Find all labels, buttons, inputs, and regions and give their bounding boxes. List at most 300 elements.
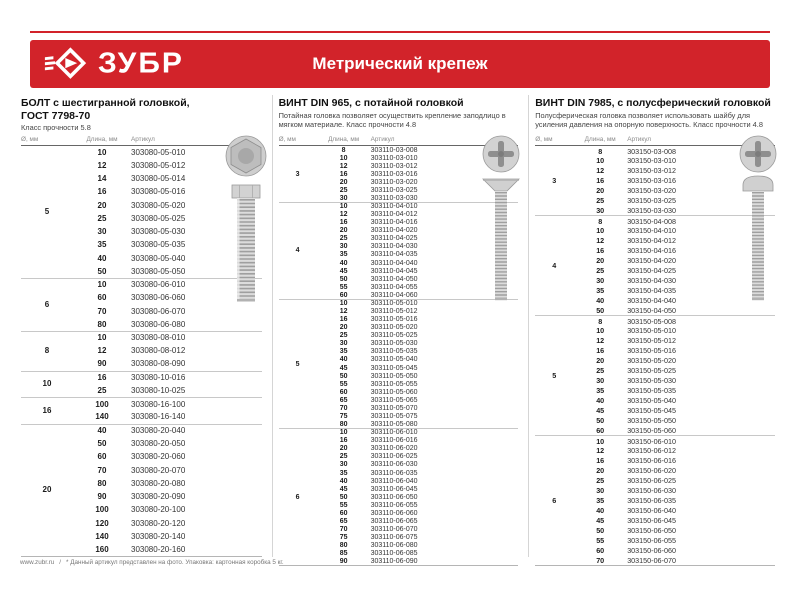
length-cell: 65	[339, 396, 348, 404]
panel-description: Полусферическая головка позволяет использовать шайбу для усиления давления на опорную поверхность. Класс прочности 4.8	[535, 110, 763, 129]
length-cell: 60	[339, 509, 348, 517]
length-cell: 30	[97, 227, 107, 237]
article-cell: 303080-20-120	[131, 518, 186, 528]
length-cell: 20	[339, 227, 348, 235]
diameter-group	[535, 316, 775, 436]
length-cell: 12	[339, 308, 348, 315]
article-cell: 303150-06-035	[627, 496, 676, 506]
diameter-cell: 6	[295, 493, 300, 501]
article-cell: 303080-06-010	[131, 280, 186, 290]
length-cell: 12	[596, 336, 605, 346]
length-cell: 10	[97, 333, 107, 343]
article-cell: 303110-05-080	[370, 420, 418, 428]
length-cell: 35	[596, 496, 605, 506]
article-cell: 303150-05-010	[627, 326, 676, 336]
length-cell: 55	[339, 501, 348, 509]
length-cell: 60	[596, 546, 605, 556]
diameter-group	[279, 299, 519, 428]
length-cell: 30	[339, 461, 348, 469]
article-cell: 303150-05-035	[627, 386, 676, 396]
article-cell: 303150-05-020	[627, 356, 676, 366]
length-cell: 60	[97, 452, 107, 462]
length-cell: 100	[95, 505, 109, 515]
length-cell: 12	[596, 236, 605, 246]
article-cell: 303110-04-012	[370, 211, 418, 219]
length-cell: 16	[596, 176, 605, 186]
article-cell: 303110-05-035	[370, 348, 418, 356]
article-cell: 303080-20-100	[131, 505, 186, 515]
length-cell: 50	[339, 275, 348, 283]
length-cell: 10	[596, 326, 605, 336]
diameter-cell: 8	[44, 346, 50, 356]
article-cell: 303110-05-065	[370, 396, 418, 404]
article-cell: 303080-06-080	[131, 319, 186, 329]
length-cell: 10	[339, 203, 348, 211]
table-row	[535, 436, 775, 446]
length-cell: 20	[339, 445, 348, 453]
article-cell: 303110-05-016	[370, 316, 418, 324]
panel-title-line2: ГОСТ 7798-70	[21, 109, 91, 122]
article-cell: 303080-05-014	[131, 174, 186, 184]
article-cell: 303110-05-045	[370, 364, 418, 372]
length-cell: 100	[95, 399, 109, 409]
article-cell: 303150-06-050	[627, 526, 676, 536]
article-cell: 303110-03-020	[370, 178, 418, 186]
length-cell: 12	[596, 446, 605, 456]
length-column-header: Длина, мм	[86, 136, 118, 143]
length-cell: 75	[339, 534, 348, 542]
article-cell: 303150-06-016	[627, 456, 676, 466]
length-cell: 16	[339, 170, 348, 178]
length-cell: 10	[596, 226, 605, 236]
length-cell: 75	[339, 413, 348, 421]
article-cell: 303110-05-075	[370, 413, 418, 421]
length-cell: 12	[339, 162, 348, 170]
length-cell: 80	[97, 478, 107, 488]
length-cell: 85	[339, 550, 348, 558]
article-cell: 303150-04-040	[627, 296, 676, 306]
length-cell: 65	[339, 518, 348, 526]
panel-description: Потайная головка позволяет осуществить крепление заподлицо в мягком материале. Класс прочности 4.8	[278, 110, 506, 129]
article-cell: 303150-06-030	[627, 486, 676, 496]
article-cell: 303080-20-090	[131, 492, 186, 502]
length-cell: 30	[339, 243, 348, 251]
page-footer	[20, 559, 284, 566]
article-cell: 303110-06-090	[370, 558, 418, 566]
length-cell: 25	[339, 332, 348, 340]
length-cell: 10	[596, 436, 605, 446]
article-cell: 303110-03-030	[370, 194, 418, 202]
diameter-group	[21, 371, 262, 398]
panel-head	[279, 97, 519, 137]
length-cell: 20	[596, 356, 605, 366]
header-banner	[30, 40, 770, 88]
length-cell: 80	[339, 542, 348, 550]
strength-class-note: Класс прочности 5.8	[21, 123, 91, 133]
diameter-group	[21, 398, 262, 425]
panel-title	[21, 97, 262, 122]
article-cell: 303080-06-070	[131, 306, 186, 316]
article-cell: 303110-06-055	[370, 501, 418, 509]
article-cell: 303150-05-025	[627, 366, 676, 376]
length-cell: 10	[339, 429, 348, 437]
length-cell: 12	[97, 160, 107, 170]
article-cell: 303150-04-025	[627, 266, 676, 276]
diameter-cell: 3	[295, 170, 300, 178]
length-cell: 40	[596, 296, 605, 306]
length-cell: 25	[97, 385, 107, 395]
article-cell: 303080-16-140	[131, 412, 186, 422]
panel-title: ВИНТ DIN 7985, с полусферический головкой	[535, 97, 771, 109]
diameter-cell: 5	[552, 371, 557, 381]
diameter-cell: 16	[42, 405, 52, 415]
article-cell: 303080-05-025	[131, 213, 186, 223]
length-cell: 20	[596, 256, 605, 266]
article-cell: 303150-04-008	[627, 216, 676, 226]
article-cell: 303150-04-020	[627, 256, 676, 266]
site-url: www.zubr.ru	[20, 559, 55, 566]
article-cell: 303110-03-008	[370, 146, 418, 154]
article-cell: 303150-04-012	[627, 236, 676, 246]
length-cell: 35	[596, 386, 605, 396]
table-row	[535, 316, 775, 326]
length-cell: 60	[596, 426, 605, 436]
length-cell: 50	[339, 372, 348, 380]
footer-separator: /	[59, 559, 62, 566]
length-cell: 40	[596, 506, 605, 516]
article-cell: 303150-04-035	[627, 286, 676, 296]
diameter-column-header: Ø, мм	[278, 136, 296, 143]
article-cell: 303150-05-016	[627, 346, 676, 356]
length-cell: 120	[95, 518, 109, 528]
length-cell: 50	[97, 266, 107, 276]
length-cell: 20	[339, 178, 348, 186]
article-cell: 303110-06-035	[370, 469, 418, 477]
article-cell: 303110-06-045	[370, 485, 418, 493]
article-cell: 303110-05-055	[370, 380, 418, 388]
length-cell: 80	[339, 420, 348, 428]
length-cell: 45	[596, 516, 605, 526]
diameter-cell: 4	[295, 247, 300, 255]
length-cell: 10	[97, 280, 107, 290]
article-cell: 303080-16-100	[131, 399, 186, 409]
length-cell: 45	[339, 267, 348, 275]
length-cell: 30	[596, 206, 605, 216]
length-cell: 40	[97, 426, 107, 436]
article-cell: 303110-03-012	[370, 162, 418, 170]
length-cell: 70	[339, 404, 348, 412]
article-cell: 303110-06-065	[370, 518, 418, 526]
length-cell: 16	[97, 187, 107, 197]
length-cell: 35	[339, 251, 348, 259]
length-cell: 55	[339, 380, 348, 388]
length-cell: 90	[339, 558, 348, 566]
diameter-cell: 20	[42, 485, 52, 495]
length-cell: 35	[97, 240, 107, 250]
diameter-group	[279, 429, 519, 566]
length-cell: 10	[339, 154, 348, 162]
article-cell: 303080-08-010	[131, 333, 186, 343]
article-cell: 303110-04-025	[370, 235, 418, 243]
article-cell: 303080-20-160	[131, 544, 186, 554]
length-cell: 55	[596, 536, 605, 546]
article-cell: 303080-08-012	[131, 346, 186, 356]
length-cell: 10	[339, 300, 348, 308]
article-cell: 303110-04-050	[370, 275, 418, 283]
article-cell: 303080-05-016	[131, 187, 186, 197]
article-cell: 303080-20-070	[131, 465, 186, 475]
article-cell: 303150-03-020	[627, 186, 676, 196]
article-cell: 303110-05-020	[370, 324, 418, 332]
article-cell: 303150-06-010	[627, 436, 676, 446]
article-cell: 303110-05-050	[370, 372, 418, 380]
diameter-cell: 4	[552, 261, 557, 271]
article-cell: 303110-05-012	[370, 308, 418, 315]
article-cell: 303150-03-025	[627, 196, 676, 206]
length-cell: 30	[596, 376, 605, 386]
article-cell: 303080-10-025	[131, 385, 186, 395]
top-rule	[30, 31, 770, 33]
article-cell: 303150-06-070	[627, 556, 676, 566]
length-cell: 90	[97, 359, 107, 369]
article-cell: 303150-05-050	[627, 416, 676, 426]
table-row	[21, 398, 262, 411]
length-cell: 50	[97, 439, 107, 449]
length-cell: 20	[97, 200, 107, 210]
panel-countersunk-screw	[272, 95, 529, 566]
article-cell: 303080-08-090	[131, 359, 186, 369]
countersunk-screw-photo	[479, 135, 525, 307]
panel-pan-head-screw	[528, 95, 785, 566]
diameter-group	[21, 424, 262, 557]
length-cell: 12	[339, 211, 348, 219]
brand-name: ЗУБР	[98, 47, 184, 80]
length-cell: 140	[95, 531, 109, 541]
article-cell: 303150-05-060	[627, 426, 676, 436]
length-cell: 25	[339, 453, 348, 461]
article-cell: 303150-05-040	[627, 396, 676, 406]
length-cell: 20	[339, 324, 348, 332]
article-cell: 303150-06-012	[627, 446, 676, 456]
article-cell: 303150-05-045	[627, 406, 676, 416]
article-cell: 303150-06-025	[627, 476, 676, 486]
article-cell: 303150-04-016	[627, 246, 676, 256]
article-cell: 303110-06-070	[370, 526, 418, 534]
length-cell: 40	[339, 356, 348, 364]
length-cell: 25	[596, 366, 605, 376]
length-cell: 16	[97, 373, 107, 383]
table-row	[21, 371, 262, 384]
length-cell: 70	[596, 556, 605, 566]
article-cell: 303150-06-055	[627, 536, 676, 546]
article-cell: 303110-04-016	[370, 219, 418, 227]
table-row	[21, 424, 262, 437]
article-cell: 303110-06-030	[370, 461, 418, 469]
panel-head	[535, 97, 775, 137]
article-cell: 303110-03-010	[370, 154, 418, 162]
article-cell: 303110-06-040	[370, 477, 418, 485]
length-cell: 16	[596, 246, 605, 256]
article-cell: 303110-04-045	[370, 267, 418, 275]
article-cell: 303110-05-010	[370, 300, 418, 308]
article-cell: 303110-05-030	[370, 340, 418, 348]
length-cell: 10	[596, 156, 605, 166]
length-column-header: Длина, мм	[584, 136, 616, 143]
article-cell: 303110-05-025	[370, 332, 418, 340]
length-cell: 70	[97, 306, 107, 316]
length-cell: 35	[596, 286, 605, 296]
length-cell: 80	[97, 319, 107, 329]
article-cell: 303080-20-080	[131, 478, 186, 488]
panel-title-line1: БОЛТ с шестигранной головкой,	[21, 97, 190, 109]
article-cell: 303110-04-010	[370, 203, 418, 211]
length-cell: 60	[339, 388, 348, 396]
length-cell: 90	[97, 492, 107, 502]
article-cell: 303080-05-030	[131, 227, 186, 237]
diameter-column-header: Ø, мм	[535, 136, 553, 143]
length-cell: 16	[596, 346, 605, 356]
article-cell: 303080-05-035	[131, 240, 186, 250]
article-cell: 303110-04-035	[370, 251, 418, 259]
article-cell: 303110-06-025	[370, 453, 418, 461]
length-cell: 40	[97, 253, 107, 263]
length-cell: 40	[596, 396, 605, 406]
length-cell: 45	[339, 485, 348, 493]
table-row	[21, 331, 262, 344]
length-cell: 10	[97, 147, 107, 157]
length-cell: 70	[97, 465, 107, 475]
article-cell: 303110-03-025	[370, 186, 418, 194]
hex-bolt-photo	[223, 135, 269, 307]
article-cell: 303110-04-060	[370, 291, 418, 299]
article-cell: 303150-04-050	[627, 306, 676, 316]
footer-note: * Данный артикул представлен на фото. Упаковка: картонная коробка 5 кг.	[66, 559, 284, 566]
diameter-group	[535, 436, 775, 566]
article-cell: 303150-03-012	[627, 166, 676, 176]
article-cell: 303080-05-050	[131, 266, 186, 276]
panel-hex-bolt	[15, 95, 272, 557]
diameter-cell: 3	[552, 176, 557, 186]
article-cell: 303150-04-010	[627, 226, 676, 236]
article-cell: 303110-06-016	[370, 437, 418, 445]
article-cell: 303150-06-045	[627, 516, 676, 526]
length-cell: 25	[596, 196, 605, 206]
table-row	[279, 429, 519, 437]
article-cell: 303150-06-020	[627, 466, 676, 476]
article-cell: 303150-05-030	[627, 376, 676, 386]
length-cell: 60	[339, 291, 348, 299]
length-cell: 60	[97, 293, 107, 303]
article-cell: 303150-05-008	[627, 316, 676, 326]
length-cell: 12	[596, 166, 605, 176]
length-cell: 25	[339, 235, 348, 243]
article-cell: 303080-06-060	[131, 293, 186, 303]
diameter-group	[21, 331, 262, 371]
panel-title: ВИНТ DIN 965, с потайной головкой	[278, 97, 464, 109]
length-cell: 8	[598, 146, 603, 156]
article-cell: 303110-05-040	[370, 356, 418, 364]
length-cell: 20	[596, 466, 605, 476]
article-cell: 303110-05-060	[370, 388, 418, 396]
length-cell: 12	[97, 346, 107, 356]
article-column-header: Артикул	[627, 136, 652, 143]
article-column-header: Артикул	[131, 136, 155, 143]
article-cell: 303110-04-055	[370, 283, 418, 291]
length-column-header: Длина, мм	[328, 136, 360, 143]
length-cell: 35	[339, 469, 348, 477]
article-cell: 303110-04-030	[370, 243, 418, 251]
length-cell: 55	[339, 283, 348, 291]
length-cell: 30	[596, 276, 605, 286]
length-cell: 14	[97, 174, 107, 184]
article-column-header: Артикул	[370, 136, 395, 143]
article-cell: 303110-04-040	[370, 259, 418, 267]
article-cell: 303150-03-008	[627, 146, 676, 156]
article-cell: 303080-20-040	[131, 426, 186, 436]
length-cell: 30	[596, 486, 605, 496]
length-cell: 40	[339, 259, 348, 267]
article-cell: 303110-06-050	[370, 493, 418, 501]
article-cell: 303110-06-075	[370, 534, 418, 542]
length-cell: 40	[339, 477, 348, 485]
article-cell: 303080-05-010	[131, 147, 186, 157]
diameter-cell: 6	[44, 299, 50, 309]
length-cell: 8	[341, 146, 346, 154]
article-cell: 303110-06-060	[370, 509, 418, 517]
length-cell: 25	[596, 266, 605, 276]
article-cell: 303110-06-080	[370, 542, 418, 550]
length-cell: 50	[596, 416, 605, 426]
length-cell: 30	[339, 194, 348, 202]
article-cell: 303150-04-030	[627, 276, 676, 286]
article-cell: 303080-20-060	[131, 452, 186, 462]
diameter-cell: 5	[44, 207, 50, 217]
article-cell: 303080-10-016	[131, 373, 186, 383]
article-cell: 303150-03-010	[627, 156, 676, 166]
article-cell: 303080-20-140	[131, 531, 186, 541]
article-cell: 303150-03-030	[627, 206, 676, 216]
pan-head-screw-photo	[736, 135, 782, 307]
length-cell: 50	[596, 526, 605, 536]
length-cell: 35	[339, 348, 348, 356]
article-cell: 303110-06-020	[370, 445, 418, 453]
length-cell: 50	[339, 493, 348, 501]
length-cell: 16	[339, 219, 348, 227]
article-cell: 303110-04-020	[370, 227, 418, 235]
article-cell: 303080-05-020	[131, 200, 186, 210]
article-cell: 303110-03-016	[370, 170, 418, 178]
article-cell: 303150-05-012	[627, 336, 676, 346]
length-cell: 70	[339, 526, 348, 534]
length-cell: 160	[95, 544, 109, 554]
length-cell: 16	[596, 456, 605, 466]
page-title: Метрический крепеж	[312, 54, 488, 73]
article-cell: 303150-06-060	[627, 546, 676, 556]
article-cell: 303080-05-040	[131, 253, 186, 263]
article-cell: 303080-20-050	[131, 439, 186, 449]
article-cell: 303110-06-010	[370, 429, 418, 437]
article-cell: 303150-06-040	[627, 506, 676, 516]
length-cell: 30	[339, 340, 348, 348]
article-cell: 303080-05-012	[131, 160, 186, 170]
length-cell: 25	[596, 476, 605, 486]
diameter-cell: 6	[552, 496, 557, 506]
article-cell: 303110-05-070	[370, 404, 418, 412]
panel-head	[21, 97, 262, 137]
length-cell: 8	[598, 216, 603, 226]
diameter-column-header: Ø, мм	[21, 136, 39, 143]
length-cell: 25	[339, 186, 348, 194]
